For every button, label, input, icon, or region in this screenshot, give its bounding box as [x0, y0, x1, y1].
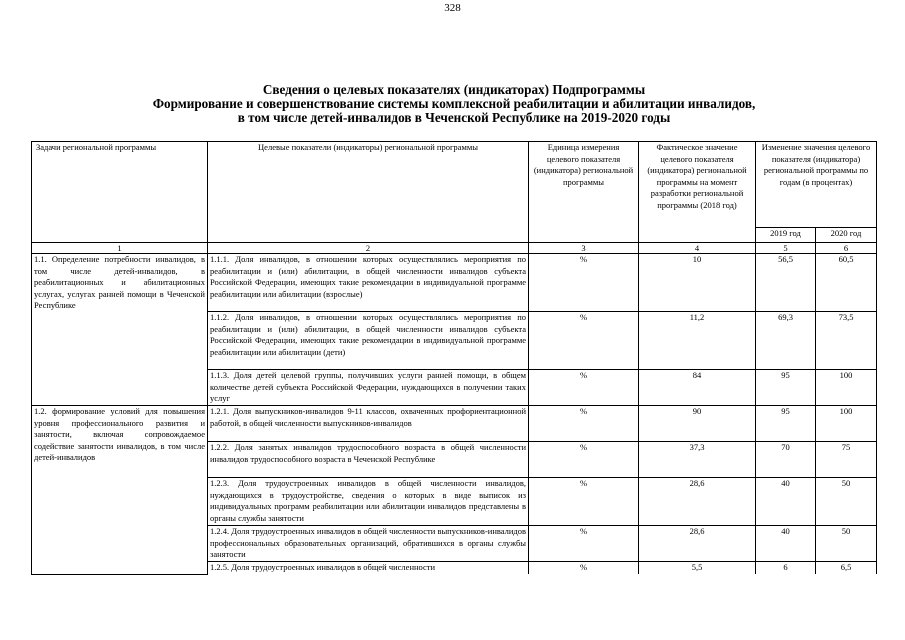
task-cell: 1.2. формирование условий для повышения уровня профессионального развития и занятости, включая сопровождаемое содействие занятости инвалидов, в том числе детей-инвалидов — [32, 406, 208, 575]
column-number: 4 — [639, 243, 756, 254]
header-year-2019: 2019 год — [756, 228, 816, 243]
value-2020-cell: 73,5 — [816, 312, 877, 370]
table-row — [32, 254, 877, 312]
value-2020-cell: 60,5 — [816, 254, 877, 312]
indicator-cell: 1.1.2. Доля инвалидов, в отношении которых осуществлялись мероприятия по реабилитации и (или) абилитации, в общей численности инвалидов субъекта Российской Федерации, имеющих такие рекомендации в индивидуальной программе реабилитации или абилитации (дети) — [208, 312, 529, 370]
indicator-cell: 1.1.3. Доля детей целевой группы, получивших услуги ранней помощи, в общем количестве детей субъекта Российской Федерации, нуждающихся в получении таких услуг — [208, 370, 529, 406]
column-number: 3 — [529, 243, 639, 254]
unit-cell: % — [529, 478, 639, 526]
column-number: 6 — [816, 243, 877, 254]
indicator-cell: 1.1.1. Доля инвалидов, в отношении которых осуществлялись мероприятия по реабилитации и (или) абилитации, в общей численности инвалидов субъекта Российской Федерации, имеющих такие рекомендации в индивидуальной программе реабилитации или абилитации (взрослые) — [208, 254, 529, 312]
unit-cell: % — [529, 562, 639, 575]
value-2019-cell: 69,3 — [756, 312, 816, 370]
task-cell: 1.1. Определение потребности инвалидов, в том числе детей-инвалидов, в реабилитационных и абилитационных услугах, услугах ранней помощи в Чеченской Республике — [32, 254, 208, 406]
unit-cell: % — [529, 370, 639, 406]
actual-value-cell: 84 — [639, 370, 756, 406]
actual-value-cell: 11,2 — [639, 312, 756, 370]
indicator-cell: 1.2.5. Доля трудоустроенных инвалидов в общей численности — [208, 562, 529, 575]
actual-value-cell: 37,3 — [639, 442, 756, 478]
indicator-cell: 1.2.4. Доля трудоустроенных инвалидов в общей численности выпускников-инвалидов профессиональных образовательных организаций, обратившихся в органы службы занятости — [208, 526, 529, 562]
title-line-3: в том числе детей-инвалидов в Чеченской Республике на 2019-2020 годы — [237, 110, 671, 125]
value-2019-cell: 70 — [756, 442, 816, 478]
header-indicators: Целевые показатели (индикаторы) региональной программы — [208, 142, 529, 243]
indicators-table — [31, 141, 877, 575]
value-2019-cell: 40 — [756, 526, 816, 562]
value-2019-cell: 56,5 — [756, 254, 816, 312]
actual-value-cell: 10 — [639, 254, 756, 312]
document-title — [20, 83, 888, 125]
title-line-2: Формирование и совершенствование системы комплексной реабилитации и абилитации инвалидов, — [152, 96, 756, 111]
header-tasks: Задачи региональной программы — [32, 142, 208, 243]
unit-cell: % — [529, 406, 639, 442]
header-row — [32, 142, 877, 228]
table-row — [32, 406, 877, 442]
value-2020-cell: 6,5 — [816, 562, 877, 575]
value-2020-cell: 75 — [816, 442, 877, 478]
value-2019-cell: 40 — [756, 478, 816, 526]
indicator-cell: 1.2.1. Доля выпускников-инвалидов 9-11 классов, охваченных профориентационной работой, в общей численности выпускников-инвалидов — [208, 406, 529, 442]
header-unit: Единица измерения целевого показателя (индикатора) региональной программы — [529, 142, 639, 243]
indicator-cell: 1.2.3. Доля трудоустроенных инвалидов в общей численности инвалидов, нуждающихся в трудоустройстве, сведения о которых в виде выписок из индивидуальных программ реабилитации или абилитации инвалидов представлены в органы службы занятости — [208, 478, 529, 526]
header-change-by-year: Изменение значения целевого показателя (индикатора) региональной программы по годам (в процентах) — [756, 142, 877, 228]
unit-cell: % — [529, 442, 639, 478]
actual-value-cell: 90 — [639, 406, 756, 442]
value-2019-cell: 6 — [756, 562, 816, 575]
value-2019-cell: 95 — [756, 406, 816, 442]
unit-cell: % — [529, 312, 639, 370]
actual-value-cell: 28,6 — [639, 526, 756, 562]
indicator-cell: 1.2.2. Доля занятых инвалидов трудоспособного возраста в общей численности инвалидов трудоспособного возраста в Чеченской Республике — [208, 442, 529, 478]
actual-value-cell: 5,5 — [639, 562, 756, 575]
value-2020-cell: 50 — [816, 478, 877, 526]
column-number: 5 — [756, 243, 816, 254]
unit-cell: % — [529, 254, 639, 312]
value-2020-cell: 100 — [816, 406, 877, 442]
value-2019-cell: 95 — [756, 370, 816, 406]
value-2020-cell: 50 — [816, 526, 877, 562]
value-2020-cell: 100 — [816, 370, 877, 406]
title-line-1: Сведения о целевых показателях (индикаторах) Подпрограммы — [262, 82, 646, 97]
column-number: 2 — [208, 243, 529, 254]
page-number: 328 — [444, 2, 461, 14]
column-number: 1 — [32, 243, 208, 254]
header-year-2020: 2020 год — [816, 228, 877, 243]
actual-value-cell: 28,6 — [639, 478, 756, 526]
unit-cell: % — [529, 526, 639, 562]
column-number-row — [32, 243, 877, 254]
header-actual-value: Фактическое значение целевого показателя (индикатора) региональной программы на момент разработки региональной программы (2018 год) — [639, 142, 756, 243]
